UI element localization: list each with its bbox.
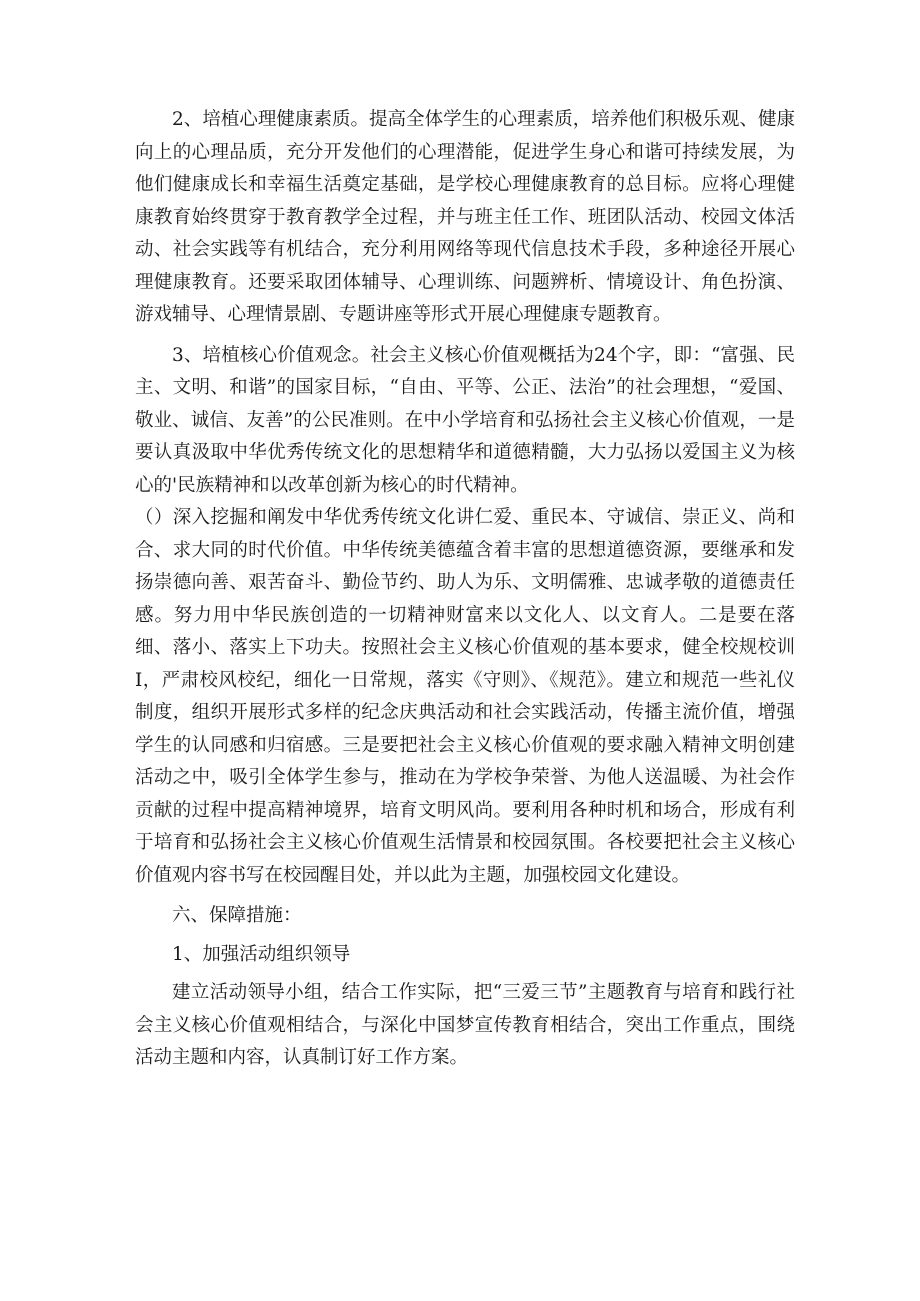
subheading-organization: 1、加强活动组织领导 [172,943,351,965]
document-body [135,104,795,1083]
paragraph-traditional-culture: （）深入挖掘和阐发中华优秀传统文化讲仁爱、重民本、守诚信、崇正义、尚和合、求大同的时代价值。中华传统美德蕴含着丰富的思想道德资源，要继承和发扬崇德向善、艰苦奋斗、勤俭节约、助人为乐、文明儒雅、忠诚孝敬的道德责任感。努力用中华民族创造的一切精神财富来以文化人、以文育人。二是要在落细、落小、落实上下功夫。按照社会主义核心价值观的基本要求，健全校规校训I，严肃校风校纪，细化一日常规，落实《守则》、《规范》。建立和规范一些礼仪制度，组织开展形式多样的纪念庆典活动和社会实践活动，传播主流价值，增强学生的认同感和归宿感。三是要把社会主义核心价值观的要求融入精神文明创建活动之中，吸引全体学生参与，推动在为学校争荣誉、为他人送温暖、为社会作贡献的过程中提高精神境界，培育文明风尚。要利用各种时机和场合，形成有利于培育和弘扬社会主义核心价值观生活情景和校园氛围。各校要把社会主义核心价值观内容书写在校园醒目处，并以此为主题，加强校园文化建设。 [135,507,795,886]
paragraph-mental-health: 2、培植心理健康素质。提高全体学生的心理素质，培养他们积极乐观、健康向上的心理品质，充分开发他们的心理潜能，促进学生身心和谐可持续发展，为他们健康成长和幸福生活奠定基础，是学校心理健康教育的总目标。应将心理健康教育始终贯穿于教育教学全过程，并与班主任工作、班团队活动、校园文体活动、社会实践等有机结合，充分利用网络等现代信息技术手段，多种途径开展心理健康教育。还要采取团体辅导、心理训练、问题辨析、情境设计、角色扮演、游戏辅导、心理情景剧、专题讲座等形式开展心理健康专题教育。 [135,109,795,325]
paragraph-core-values: 3、培植核心价值观念。社会主义核心价值观概括为24个字，即：“富强、民主、文明、和谐”的国家目标，“自由、平等、公正、法治”的社会理想，“爱国、敬业、诚信、友善”的公民准则。在中小学培育和弘扬社会主义核心价值观，一是要认真汲取中华优秀传统文化的思想精华和道德精髓，大力弘扬以爱国主义为核心的'民族精神和以改革创新为核心的时代精神。 [135,344,795,496]
section-heading-safeguards: 六、保障措施： [172,905,302,926]
paragraph-leadership-group: 建立活动领导小组，结合工作实际，把“三爱三节”主题教育与培育和践行社会主义核心价值观相结合，与深化中国梦宣传教育相结合，突出工作重点，围绕活动主题和内容，认真制订好工作方案。 [135,982,795,1068]
